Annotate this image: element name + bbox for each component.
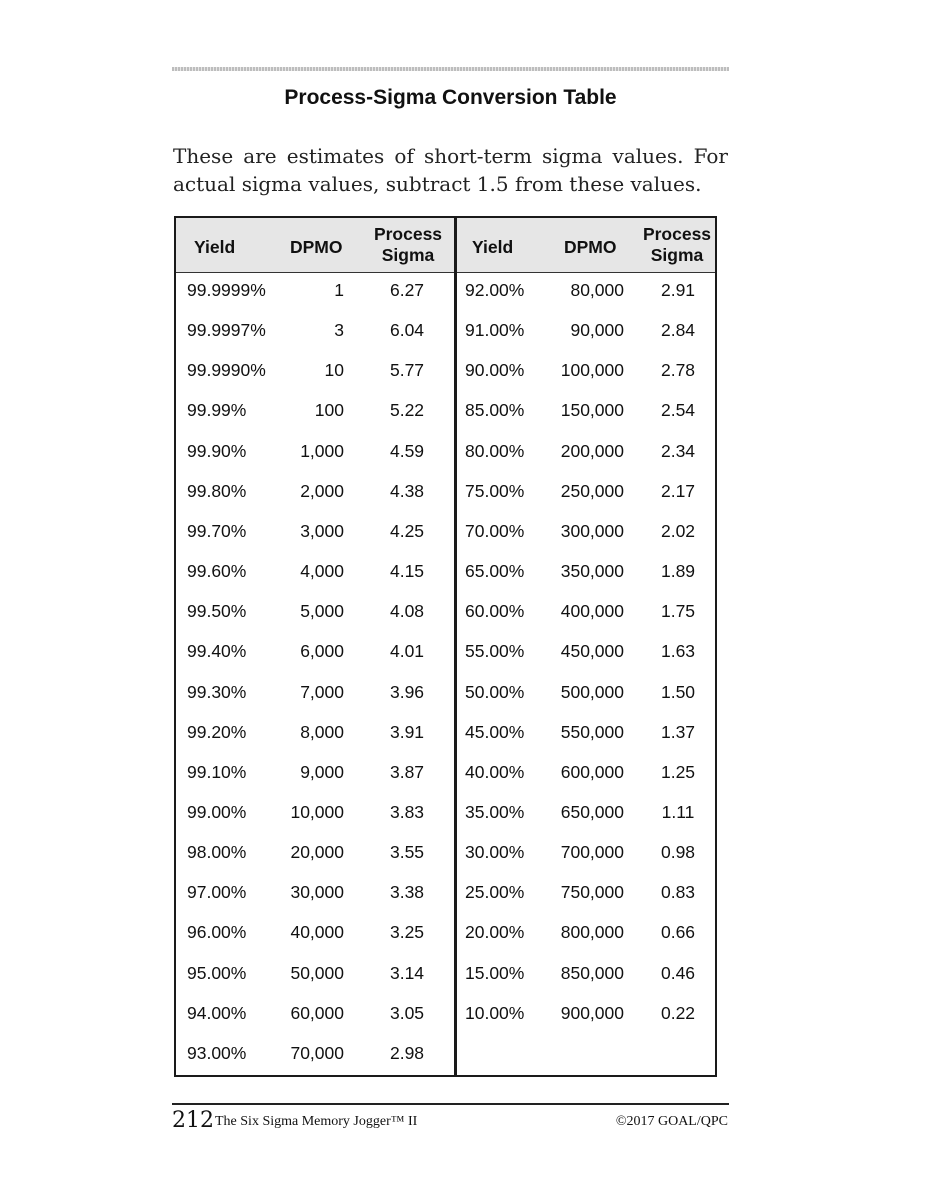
left-yield-cell: 99.9997% bbox=[187, 320, 266, 341]
right-dpmo-cell: 600,000 bbox=[560, 761, 624, 782]
intro-paragraph: These are estimates of short-term sigma values. For actual sigma values, subtract 1.5 from these values. bbox=[173, 144, 728, 196]
right-yield-cell: 15.00% bbox=[465, 962, 525, 983]
right-yield-cell: 35.00% bbox=[465, 801, 525, 822]
left-dpmo-cell: 5,000 bbox=[300, 601, 344, 622]
left-yield-cell: 99.70% bbox=[187, 520, 247, 541]
left-sigma-cell: 3.83 bbox=[389, 801, 425, 822]
left-dpmo-cell: 100 bbox=[314, 400, 344, 421]
right-yield-cell: 10.00% bbox=[465, 1002, 525, 1023]
right-dpmo-cell: 500,000 bbox=[560, 681, 624, 702]
header-sigma-line1-left: Process bbox=[373, 224, 443, 244]
left-sigma-cell: 3.96 bbox=[389, 681, 425, 702]
left-yield-cell: 99.9999% bbox=[187, 280, 266, 300]
right-sigma-cell: 0.98 bbox=[660, 842, 696, 863]
left-dpmo-cell: 3 bbox=[334, 320, 344, 341]
left-sigma-cell: 4.59 bbox=[389, 440, 425, 461]
left-sigma-cell: 4.01 bbox=[389, 641, 425, 662]
header-dpmo-left: DPMO bbox=[290, 237, 343, 257]
right-dpmo-cell: 850,000 bbox=[560, 962, 624, 983]
right-yield-cell: 91.00% bbox=[465, 320, 525, 341]
left-yield-cell: 99.00% bbox=[187, 801, 247, 822]
right-dpmo-cell: 400,000 bbox=[560, 601, 624, 622]
left-dpmo-cell: 10 bbox=[324, 360, 344, 381]
right-yield-cell: 25.00% bbox=[465, 882, 525, 903]
left-dpmo-cell: 40,000 bbox=[290, 922, 344, 943]
right-dpmo-cell: 800,000 bbox=[560, 922, 624, 943]
right-yield-cell: 30.00% bbox=[465, 842, 525, 863]
left-yield-cell: 97.00% bbox=[187, 882, 247, 903]
right-sigma-cell: 0.46 bbox=[660, 962, 696, 983]
left-sigma-cell: 3.91 bbox=[389, 721, 425, 742]
left-yield-cell: 96.00% bbox=[187, 922, 247, 943]
right-sigma-cell: 1.50 bbox=[660, 681, 696, 702]
right-yield-cell: 55.00% bbox=[465, 641, 525, 662]
left-dpmo-cell: 7,000 bbox=[300, 681, 344, 702]
left-sigma-cell: 5.22 bbox=[389, 400, 425, 421]
left-sigma-cell: 3.25 bbox=[389, 922, 425, 943]
left-yield-cell: 93.00% bbox=[187, 1042, 247, 1063]
right-yield-cell: 60.00% bbox=[465, 601, 525, 622]
left-dpmo-cell: 1,000 bbox=[300, 440, 344, 461]
right-sigma-cell: 1.11 bbox=[661, 801, 695, 822]
right-sigma-cell: 2.54 bbox=[660, 400, 696, 421]
right-yield-cell: 90.00% bbox=[465, 360, 525, 381]
right-dpmo-cell: 350,000 bbox=[560, 561, 624, 582]
right-yield-cell: 75.00% bbox=[465, 480, 525, 501]
right-yield-cell: 50.00% bbox=[465, 681, 525, 702]
right-sigma-cell: 2.34 bbox=[660, 440, 696, 461]
left-sigma-cell: 4.38 bbox=[389, 480, 425, 501]
left-sigma-cell: 6.04 bbox=[389, 320, 425, 341]
left-sigma-cell: 3.55 bbox=[389, 842, 425, 863]
header-process-sigma-right bbox=[637, 224, 717, 266]
top-dotted-rule bbox=[172, 67, 729, 71]
left-sigma-cell: 3.05 bbox=[389, 1002, 425, 1023]
right-yield-cell: 92.00% bbox=[465, 280, 525, 300]
left-dpmo-cell: 3,000 bbox=[300, 520, 344, 541]
right-yield-cell: 70.00% bbox=[465, 520, 525, 541]
left-yield-cell: 99.90% bbox=[187, 440, 247, 461]
right-sigma-cell: 1.37 bbox=[660, 721, 696, 742]
right-sigma-cell: 1.25 bbox=[660, 761, 696, 782]
header-sigma-line1-right: Process bbox=[642, 224, 712, 244]
right-sigma-cell: 1.89 bbox=[660, 561, 696, 582]
right-dpmo-cell: 700,000 bbox=[560, 842, 624, 863]
left-dpmo-cell: 20,000 bbox=[290, 842, 344, 863]
left-dpmo-cell: 70,000 bbox=[290, 1042, 344, 1063]
header-dpmo-right: DPMO bbox=[564, 237, 617, 257]
copyright: ©2017 GOAL/QPC bbox=[615, 1114, 728, 1129]
left-dpmo-cell: 9,000 bbox=[300, 761, 344, 782]
right-sigma-cell: 2.84 bbox=[660, 320, 696, 341]
left-yield-cell: 98.00% bbox=[187, 842, 247, 863]
left-yield-cell: 99.60% bbox=[187, 561, 247, 582]
header-yield-left: Yield bbox=[194, 237, 236, 257]
left-yield-cell: 95.00% bbox=[187, 962, 247, 983]
footer-rule bbox=[172, 1103, 729, 1105]
left-yield-cell: 99.80% bbox=[187, 480, 247, 501]
left-yield-cell: 99.50% bbox=[187, 601, 247, 622]
right-sigma-cell: 2.78 bbox=[660, 360, 696, 381]
header-process-sigma-left bbox=[368, 224, 448, 266]
left-sigma-cell: 4.15 bbox=[389, 561, 425, 582]
left-sigma-cell: 4.25 bbox=[389, 520, 425, 541]
right-dpmo-cell: 550,000 bbox=[560, 721, 624, 742]
right-sigma-cell: 1.63 bbox=[660, 641, 696, 662]
left-sigma-cell: 5.77 bbox=[389, 360, 425, 381]
header-yield-right: Yield bbox=[472, 237, 514, 257]
left-dpmo-cell: 8,000 bbox=[300, 721, 344, 742]
left-dpmo-cell: 30,000 bbox=[290, 882, 344, 903]
header-sigma-line2-right: Sigma bbox=[650, 245, 704, 265]
left-yield-cell: 94.00% bbox=[187, 1002, 247, 1023]
right-sigma-cell: 2.17 bbox=[660, 480, 696, 501]
page-number: 212 bbox=[172, 1108, 214, 1133]
left-dpmo-cell: 6,000 bbox=[300, 641, 344, 662]
conversion-table bbox=[174, 216, 717, 1077]
left-dpmo-cell: 4,000 bbox=[300, 561, 344, 582]
right-dpmo-cell: 650,000 bbox=[560, 801, 624, 822]
book-title: The Six Sigma Memory Jogger™ II bbox=[215, 1114, 418, 1129]
right-yield-cell: 20.00% bbox=[465, 922, 525, 943]
right-dpmo-cell: 100,000 bbox=[560, 360, 624, 381]
left-sigma-cell: 3.14 bbox=[389, 962, 425, 983]
left-dpmo-cell: 60,000 bbox=[290, 1002, 344, 1023]
left-yield-cell: 99.10% bbox=[187, 761, 247, 782]
right-dpmo-cell: 80,000 bbox=[570, 280, 624, 300]
left-sigma-cell: 3.38 bbox=[389, 882, 425, 903]
left-yield-cell: 99.20% bbox=[187, 721, 247, 742]
right-sigma-cell: 1.75 bbox=[660, 601, 696, 622]
right-dpmo-cell: 150,000 bbox=[560, 400, 624, 421]
right-dpmo-cell: 250,000 bbox=[560, 480, 624, 501]
right-yield-cell: 65.00% bbox=[465, 561, 525, 582]
right-dpmo-cell: 90,000 bbox=[570, 320, 624, 341]
left-dpmo-cell: 1 bbox=[334, 280, 344, 300]
left-sigma-cell: 2.98 bbox=[389, 1042, 425, 1063]
left-sigma-cell: 3.87 bbox=[389, 761, 425, 782]
right-sigma-cell: 0.66 bbox=[660, 922, 696, 943]
left-yield-cell: 99.40% bbox=[187, 641, 247, 662]
right-dpmo-cell: 900,000 bbox=[560, 1002, 624, 1023]
table-header bbox=[176, 218, 715, 273]
right-sigma-cell: 2.02 bbox=[660, 520, 696, 541]
right-dpmo-cell: 300,000 bbox=[560, 520, 624, 541]
left-sigma-cell: 6.27 bbox=[389, 280, 425, 300]
right-yield-cell: 40.00% bbox=[465, 761, 525, 782]
right-yield-cell: 85.00% bbox=[465, 400, 525, 421]
left-dpmo-cell: 2,000 bbox=[300, 480, 344, 501]
right-sigma-cell: 0.83 bbox=[660, 882, 696, 903]
right-dpmo-cell: 450,000 bbox=[560, 641, 624, 662]
left-sigma-cell: 4.08 bbox=[389, 601, 425, 622]
right-dpmo-cell: 750,000 bbox=[560, 882, 624, 903]
right-dpmo-cell: 200,000 bbox=[560, 440, 624, 461]
left-yield-cell: 99.99% bbox=[187, 400, 247, 421]
left-dpmo-cell: 50,000 bbox=[290, 962, 344, 983]
left-dpmo-cell: 10,000 bbox=[290, 801, 344, 822]
right-sigma-cell: 2.91 bbox=[660, 280, 696, 300]
left-yield-cell: 99.9990% bbox=[187, 360, 266, 381]
right-yield-cell: 80.00% bbox=[465, 440, 525, 461]
right-yield-cell: 45.00% bbox=[465, 721, 525, 742]
header-sigma-line2-left: Sigma bbox=[381, 245, 435, 265]
right-sigma-cell: 0.22 bbox=[660, 1002, 696, 1023]
page-title: Process-Sigma Conversion Table bbox=[284, 86, 617, 109]
left-yield-cell: 99.30% bbox=[187, 681, 247, 702]
